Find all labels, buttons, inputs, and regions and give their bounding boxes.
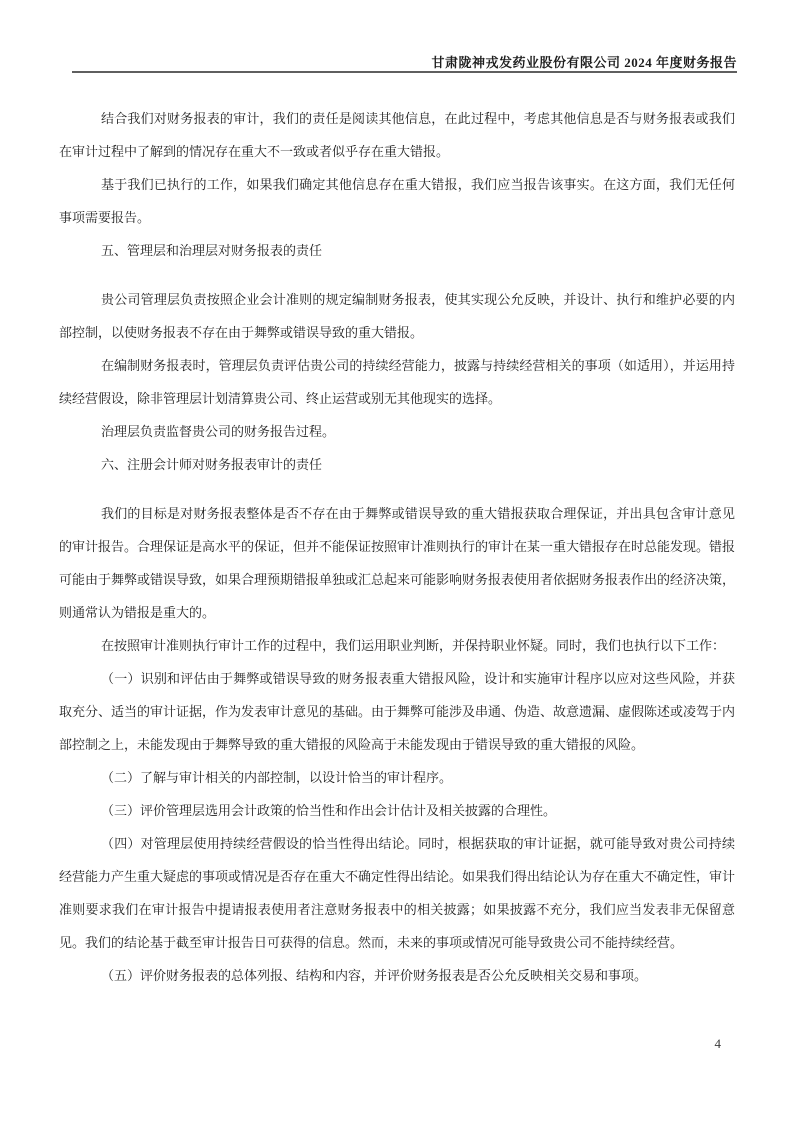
section-heading: 五、管理层和治理层对财务报表的责任 — [101, 243, 323, 258]
paragraph: （二）了解与审计相关的内部控制，以设计恰当的审计程序。 — [101, 770, 453, 785]
paragraph: （四）对管理层使用持续经营假设的恰当性得出结论。同时，根据获取的审计证据，就可能导致对贵公司持续经营能力产生重大疑虑的事项或情况是否存在重大不确定性得出结论。如果我们得出结论认为存在重大不确定性，审计准则要求我们在审计报告中提请报表使用者注意财务报表中的相关披露；如果披露不充分，我们应当发表非无保留意见。我们的结论基于截至审计报告日可获得的信息。然而，未来的事项或情况可能导致贵公司不能持续经营。 — [59, 836, 736, 950]
document-body — [59, 102, 735, 992]
section-heading: 六、注册会计师对财务报表审计的责任 — [101, 457, 323, 472]
paragraph: （一）识别和评估由于舞弊或错误导致的财务报表重大错报风险，设计和实施审计程序以应对这些风险，并获取充分、适当的审计证据，作为发表审计意见的基础。由于舞弊可能涉及串通、伪造、故意遗漏、虚假陈述或凌驾于内部控制之上，未能发现由于舞弊导致的重大错报的风险高于未能发现由于错误导致的重大错报的风险。 — [59, 671, 736, 752]
paragraph: 在按照审计准则执行审计工作的过程中，我们运用职业判断，并保持职业怀疑。同时，我们也执行以下工作： — [101, 638, 726, 653]
paragraph: 贵公司管理层负责按照企业会计准则的规定编制财务报表，使其实现公允反映，并设计、执行和维护必要的内部控制，以使财务报表不存在由于舞弊或错误导致的重大错报。 — [59, 292, 735, 340]
paragraph: 治理层负责监督贵公司的财务报告过程。 — [101, 424, 336, 439]
paragraph: 我们的目标是对财务报表整体是否不存在由于舞弊或错误导致的重大错报获取合理保证，并出具包含审计意见的审计报告。合理保证是高水平的保证，但并不能保证按照审计准则执行的审计在某一重大错报存在时总能发现。错报可能由于舞弊或错误导致，如果合理预期错报单独或汇总起来可能影响财务报表使用者依据财务报表作出的经济决策，则通常认为错报是重大的。 — [59, 506, 736, 620]
paragraph: 在编制财务报表时，管理层负责评估贵公司的持续经营能力，披露与持续经营相关的事项（如适用），并运用持续经营假设，除非管理层计划清算贵公司、终止运营或别无其他现实的选择。 — [59, 358, 735, 406]
page-number: 4 — [714, 1036, 721, 1051]
header-rule-divider — [72, 71, 737, 73]
paragraph: 基于我们已执行的工作，如果我们确定其他信息存在重大错报，我们应当报告该事实。在这方面，我们无任何事项需要报告。 — [59, 177, 735, 225]
paragraph: 结合我们对财务报表的审计，我们的责任是阅读其他信息，在此过程中，考虑其他信息是否与财务报表或我们在审计过程中了解到的情况存在重大不一致或者似乎存在重大错报。 — [59, 111, 735, 159]
paragraph: （五）评价财务报表的总体列报、结构和内容，并评价财务报表是否公允反映相关交易和事项。 — [101, 968, 648, 983]
page-header-title: 甘肃陇神戎发药业股份有限公司 2024 年度财务报告 — [431, 55, 737, 70]
paragraph: （三）评价管理层选用会计政策的恰当性和作出会计估计及相关披露的合理性。 — [101, 803, 557, 818]
page-header — [72, 52, 737, 71]
